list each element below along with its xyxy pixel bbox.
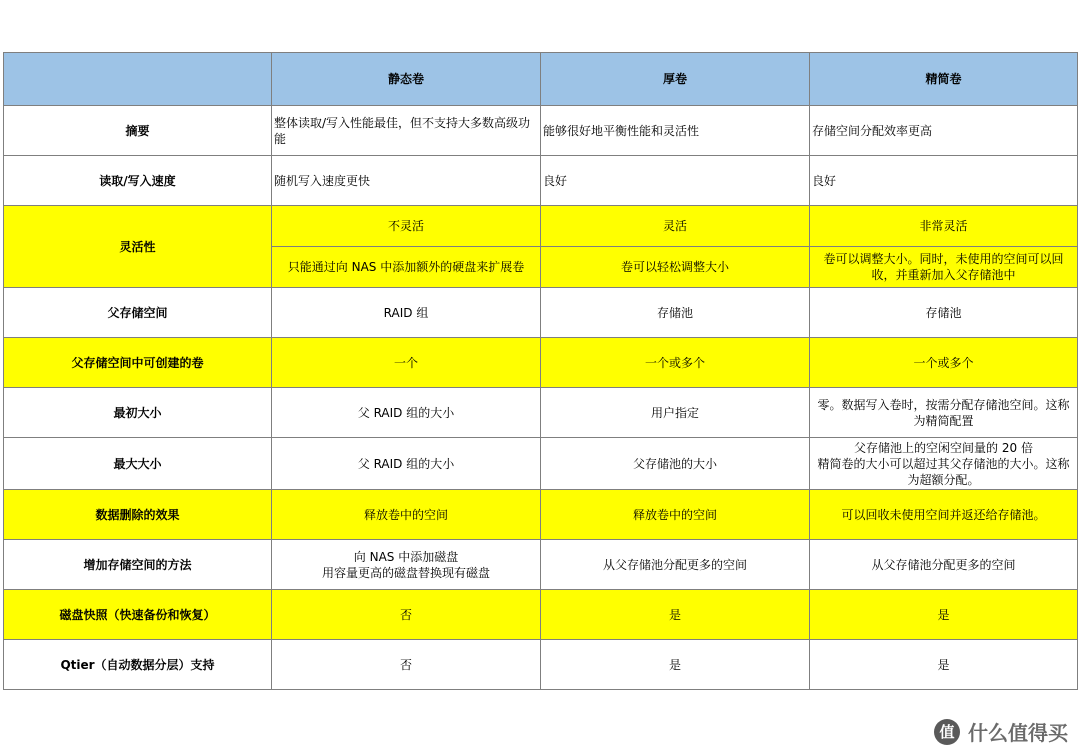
row-label: 最初大小 — [4, 388, 272, 438]
row-parent-storage — [4, 288, 1078, 338]
cell-thin: 从父存储池分配更多的空间 — [810, 540, 1078, 590]
cell-thick: 能够很好地平衡性能和灵活性 — [541, 106, 810, 156]
cell-thick: 灵活 — [541, 206, 810, 247]
row-summary — [4, 106, 1078, 156]
cell-thick: 一个或多个 — [541, 338, 810, 388]
cell-thin: 零。数据写入卷时，按需分配存储池空间。这称为精简配置 — [810, 388, 1078, 438]
row-label: 灵活性 — [4, 206, 272, 288]
cell-static: 只能通过向 NAS 中添加额外的硬盘来扩展卷 — [272, 247, 541, 288]
cell-static: 否 — [272, 640, 541, 690]
row-snapshot — [4, 590, 1078, 640]
header-thin-volume: 精简卷 — [810, 53, 1078, 106]
volume-comparison-table — [3, 52, 1078, 690]
cell-thick: 父存储池的大小 — [541, 438, 810, 490]
row-label: 摘要 — [4, 106, 272, 156]
cell-thin: 是 — [810, 640, 1078, 690]
cell-thin: 非常灵活 — [810, 206, 1078, 247]
cell-static: 随机写入速度更快 — [272, 156, 541, 206]
header-thick-volume: 厚卷 — [541, 53, 810, 106]
cell-static: 否 — [272, 590, 541, 640]
cell-thick: 卷可以轻松调整大小 — [541, 247, 810, 288]
cell-static: 父 RAID 组的大小 — [272, 388, 541, 438]
cell-thin: 良好 — [810, 156, 1078, 206]
row-label: 读取/写入速度 — [4, 156, 272, 206]
row-label: 增加存储空间的方法 — [4, 540, 272, 590]
cell-thin: 可以回收未使用空间并返还给存储池。 — [810, 490, 1078, 540]
cell-thin: 一个或多个 — [810, 338, 1078, 388]
cell-static: RAID 组 — [272, 288, 541, 338]
row-label: Qtier（自动数据分层）支持 — [4, 640, 272, 690]
watermark-text: 什么值得买 — [968, 721, 1068, 745]
cell-static: 整体读取/写入性能最佳，但不支持大多数高级功能 — [272, 106, 541, 156]
cell-static: 父 RAID 组的大小 — [272, 438, 541, 490]
cell-thick: 释放卷中的空间 — [541, 490, 810, 540]
cell-thick: 良好 — [541, 156, 810, 206]
header-empty-cell — [4, 53, 272, 106]
row-flexibility — [4, 206, 1078, 247]
header-static-volume: 静态卷 — [272, 53, 541, 106]
row-speed — [4, 156, 1078, 206]
row-label: 父存储空间 — [4, 288, 272, 338]
cell-thick: 是 — [541, 640, 810, 690]
row-label: 父存储空间中可创建的卷 — [4, 338, 272, 388]
row-label: 数据删除的效果 — [4, 490, 272, 540]
row-label: 最大大小 — [4, 438, 272, 490]
cell-thick: 从父存储池分配更多的空间 — [541, 540, 810, 590]
row-label: 磁盘快照（快速备份和恢复） — [4, 590, 272, 640]
cell-thin: 父存储池上的空闲空间量的 20 倍 精简卷的大小可以超过其父存储池的大小。这称为超额分配。 — [810, 438, 1078, 490]
row-grow-method — [4, 540, 1078, 590]
row-initial-size — [4, 388, 1078, 438]
cell-thick: 用户指定 — [541, 388, 810, 438]
watermark — [934, 717, 1068, 746]
cell-static: 释放卷中的空间 — [272, 490, 541, 540]
cell-thin: 存储空间分配效率更高 — [810, 106, 1078, 156]
cell-static: 一个 — [272, 338, 541, 388]
cell-static: 不灵活 — [272, 206, 541, 247]
cell-thin: 存储池 — [810, 288, 1078, 338]
header-row — [4, 53, 1078, 106]
row-volumes-per-parent — [4, 338, 1078, 388]
cell-thin: 是 — [810, 590, 1078, 640]
watermark-logo-icon: 值 — [934, 719, 960, 745]
cell-thin: 卷可以调整大小。同时，未使用的空间可以回收，并重新加入父存储池中 — [810, 247, 1078, 288]
cell-thick: 存储池 — [541, 288, 810, 338]
cell-static: 向 NAS 中添加磁盘 用容量更高的磁盘替换现有磁盘 — [272, 540, 541, 590]
row-qtier — [4, 640, 1078, 690]
row-delete-effect — [4, 490, 1078, 540]
row-max-size — [4, 438, 1078, 490]
cell-thick: 是 — [541, 590, 810, 640]
